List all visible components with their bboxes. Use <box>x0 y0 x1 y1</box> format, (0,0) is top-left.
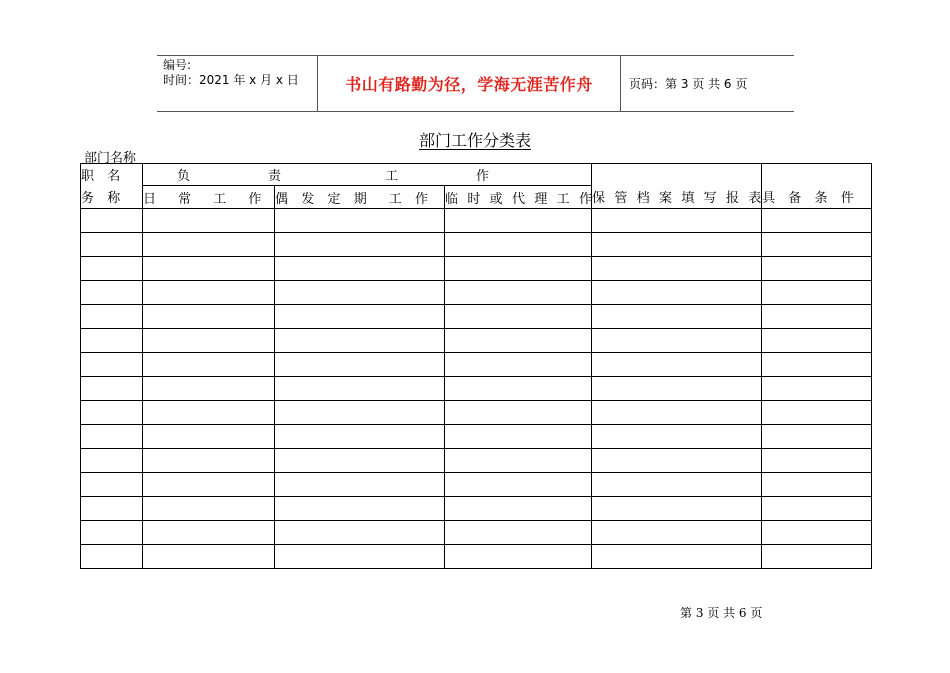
files-reports-cell <box>592 353 762 377</box>
table-row <box>81 497 872 521</box>
position-cell <box>81 257 143 281</box>
table-row <box>81 257 872 281</box>
temporary-work-cell <box>445 497 592 521</box>
files-reports-cell <box>592 329 762 353</box>
work-classification-table <box>80 163 872 569</box>
files-reports-cell <box>592 209 762 233</box>
occasional-work-cell <box>275 305 445 329</box>
requirements-cell <box>762 233 872 257</box>
position-cell <box>81 425 143 449</box>
position-cell <box>81 377 143 401</box>
position-cell <box>81 281 143 305</box>
table-row <box>81 521 872 545</box>
temporary-work-cell <box>445 329 592 353</box>
files-reports-cell <box>592 257 762 281</box>
temporary-acting-work-header: 临 时 或 代 理 工 作 <box>445 186 592 209</box>
requirements-cell <box>762 209 872 233</box>
responsibility-header: 负 责 工 作 <box>143 164 592 186</box>
position-cell <box>81 353 143 377</box>
occasional-work-cell <box>275 425 445 449</box>
files-reports-cell <box>592 473 762 497</box>
requirements-cell <box>762 377 872 401</box>
document-header <box>157 55 794 112</box>
occasional-work-cell <box>275 545 445 569</box>
occasional-periodic-work-header: 偶 发 定 期 工 作 <box>275 186 445 209</box>
daily-work-header: 日 常 工 作 <box>143 186 275 209</box>
page-footer: 第 3 页 共 6 页 <box>680 606 763 620</box>
daily-work-cell <box>143 305 275 329</box>
document-number-label: 编号: <box>163 58 192 72</box>
files-reports-cell <box>592 425 762 449</box>
files-reports-cell <box>592 377 762 401</box>
files-reports-cell <box>592 521 762 545</box>
daily-work-cell <box>143 545 275 569</box>
daily-work-cell <box>143 329 275 353</box>
requirements-cell <box>762 425 872 449</box>
requirements-header: 具 备 条 件 <box>762 186 872 209</box>
temporary-work-cell <box>445 473 592 497</box>
temporary-work-cell <box>445 545 592 569</box>
files-reports-cell <box>592 545 762 569</box>
position-cell <box>81 449 143 473</box>
files-reports-cell <box>592 497 762 521</box>
position-name-header-top: 职 名 <box>81 164 143 186</box>
requirements-cell <box>762 329 872 353</box>
occasional-work-cell <box>275 257 445 281</box>
requirements-cell <box>762 545 872 569</box>
occasional-work-cell <box>275 281 445 305</box>
temporary-work-cell <box>445 521 592 545</box>
header-meta <box>157 56 318 111</box>
temporary-work-cell <box>445 209 592 233</box>
occasional-work-cell <box>275 449 445 473</box>
table-row <box>81 473 872 497</box>
requirements-cell <box>762 521 872 545</box>
table-row <box>81 425 872 449</box>
temporary-work-cell <box>445 353 592 377</box>
table-header-row-2 <box>81 186 872 209</box>
document-time-label: 时间：2021 年 x 月 x 日 <box>163 73 299 87</box>
table-row <box>81 353 872 377</box>
daily-work-cell <box>143 425 275 449</box>
temporary-work-cell <box>445 281 592 305</box>
requirements-cell <box>762 353 872 377</box>
daily-work-cell <box>143 353 275 377</box>
table-row <box>81 449 872 473</box>
daily-work-cell <box>143 473 275 497</box>
temporary-work-cell <box>445 233 592 257</box>
daily-work-cell <box>143 401 275 425</box>
requirements-cell <box>762 473 872 497</box>
table-row <box>81 233 872 257</box>
occasional-work-cell <box>275 329 445 353</box>
header-motto: 书山有路勤为径，学海无涯苦作舟 <box>345 75 593 94</box>
daily-work-cell <box>143 521 275 545</box>
position-cell <box>81 329 143 353</box>
requirements-cell <box>762 257 872 281</box>
files-reports-cell <box>592 233 762 257</box>
header-motto-cell <box>318 56 621 111</box>
files-reports-cell <box>592 401 762 425</box>
department-name-label: 部门名称 <box>84 151 137 166</box>
daily-work-cell <box>143 497 275 521</box>
position-cell <box>81 233 143 257</box>
temporary-work-cell <box>445 377 592 401</box>
table-row <box>81 209 872 233</box>
table-row <box>81 329 872 353</box>
daily-work-cell <box>143 449 275 473</box>
temporary-work-cell <box>445 305 592 329</box>
files-header-top <box>592 164 762 186</box>
daily-work-cell <box>143 377 275 401</box>
position-cell <box>81 473 143 497</box>
occasional-work-cell <box>275 377 445 401</box>
requirements-cell <box>762 281 872 305</box>
temporary-work-cell <box>445 425 592 449</box>
header-page-label: 页码：第 3 页 共 6 页 <box>629 77 748 91</box>
files-reports-cell <box>592 281 762 305</box>
occasional-work-cell <box>275 497 445 521</box>
table-header-row-1 <box>81 164 872 186</box>
position-cell <box>81 497 143 521</box>
daily-work-cell <box>143 233 275 257</box>
files-reports-cell <box>592 449 762 473</box>
position-name-header-bottom: 务 称 <box>81 186 143 209</box>
occasional-work-cell <box>275 401 445 425</box>
daily-work-cell <box>143 209 275 233</box>
table-row <box>81 305 872 329</box>
position-cell <box>81 545 143 569</box>
position-cell <box>81 521 143 545</box>
requirements-cell <box>762 401 872 425</box>
occasional-work-cell <box>275 473 445 497</box>
requirements-header-top <box>762 164 872 186</box>
occasional-work-cell <box>275 521 445 545</box>
occasional-work-cell <box>275 353 445 377</box>
occasional-work-cell <box>275 209 445 233</box>
position-cell <box>81 401 143 425</box>
temporary-work-cell <box>445 401 592 425</box>
files-reports-cell <box>592 305 762 329</box>
temporary-work-cell <box>445 257 592 281</box>
requirements-cell <box>762 497 872 521</box>
position-cell <box>81 209 143 233</box>
table-row <box>81 545 872 569</box>
requirements-cell <box>762 305 872 329</box>
requirements-cell <box>762 449 872 473</box>
table-row <box>81 401 872 425</box>
table-row <box>81 377 872 401</box>
header-page-cell <box>621 56 794 111</box>
files-reports-header: 保 管 档 案 填 写 报 表 <box>592 186 762 209</box>
occasional-work-cell <box>275 233 445 257</box>
table-row <box>81 281 872 305</box>
position-cell <box>81 305 143 329</box>
document-title: 部门工作分类表 <box>418 131 531 150</box>
temporary-work-cell <box>445 449 592 473</box>
daily-work-cell <box>143 257 275 281</box>
daily-work-cell <box>143 281 275 305</box>
